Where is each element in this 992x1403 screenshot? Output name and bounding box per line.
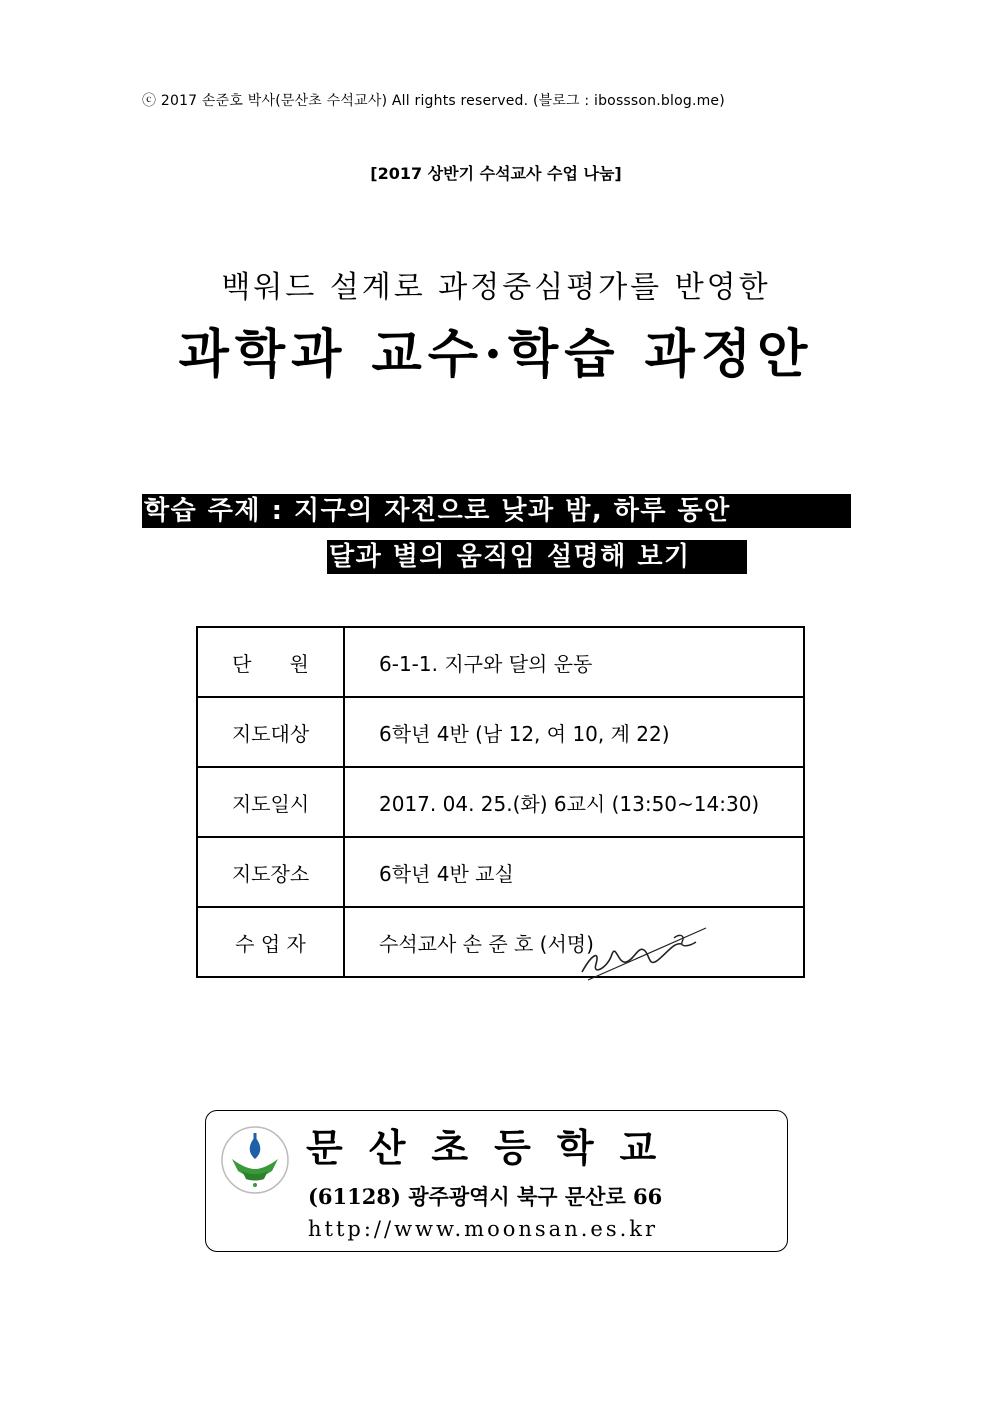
row-label-datetime: 지도일시 (197, 767, 344, 837)
table-row (197, 837, 804, 907)
row-value-unit: 6-1-1. 지구와 달의 운동 (344, 627, 804, 697)
row-value-teacher: 수석교사 손 준 호 (서명) (344, 907, 804, 977)
topic-line-1: 학습 주제 : 지구의 자전으로 낮과 밤, 하루 동안 (142, 494, 851, 528)
row-label-teacher: 수 업 자 (197, 907, 344, 977)
row-value-datetime: 2017. 04. 25.(화) 6교시 (13:50~14:30) (344, 767, 804, 837)
topic-line-2: 달과 별의 움직임 설명해 보기 (327, 540, 747, 574)
school-info-box (205, 1110, 788, 1252)
table-row (197, 627, 804, 697)
copyright-notice: ⓒ 2017 손준호 박사(문산초 수석교사) All rights reserved. (블로그 : ibossson.blog.me) (142, 93, 725, 109)
handwritten-signature (578, 924, 718, 984)
series-label: [2017 상반기 수석교사 수업 나눔] (370, 164, 622, 183)
row-label-unit: 단 원 (197, 627, 344, 697)
table-row (197, 767, 804, 837)
school-name: 문산초등학교 (306, 1126, 683, 1170)
school-website-link[interactable]: http://www.moonsan.es.kr (308, 1217, 659, 1241)
row-value-place: 6학년 4반 교실 (344, 837, 804, 907)
row-label-place: 지도장소 (197, 837, 344, 907)
school-logo-icon (220, 1125, 290, 1195)
school-address: (61128) 광주광역시 북구 문산로 66 (308, 1184, 663, 1209)
table-row (197, 697, 804, 767)
row-label-target: 지도대상 (197, 697, 344, 767)
document-title: 과학과 교수·학습 과정안 (178, 324, 814, 385)
row-value-target: 6학년 4반 (남 12, 여 10, 계 22) (344, 697, 804, 767)
document-subtitle: 백워드 설계로 과정중심평가를 반영한 (221, 270, 771, 305)
